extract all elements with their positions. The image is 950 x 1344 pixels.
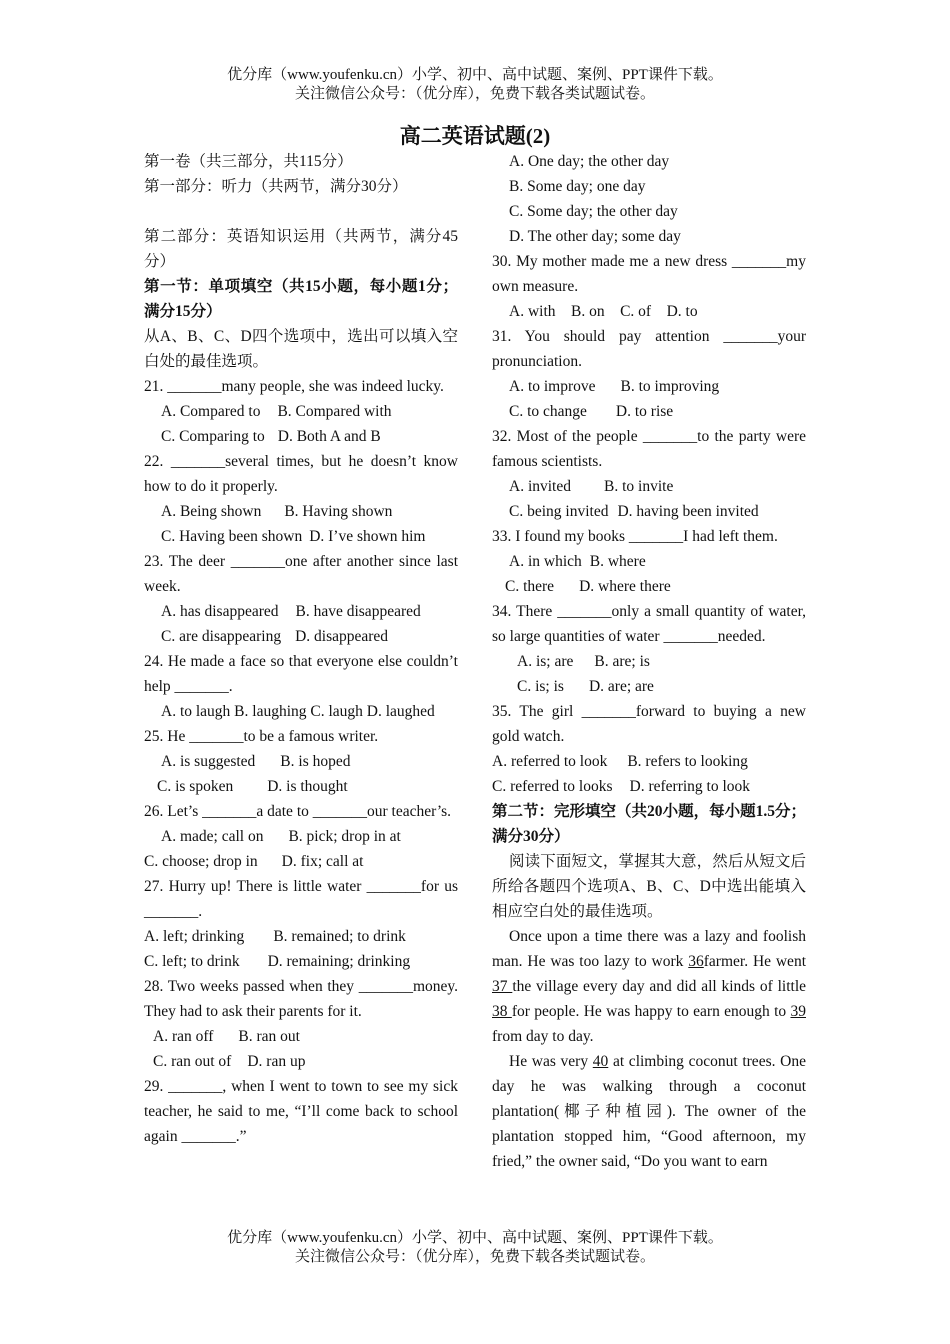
- option: C. referred to looks: [492, 778, 613, 795]
- section2-heading: 第二节：完形填空（共20小题，每小题1.5分；满分30分）: [492, 803, 806, 845]
- page-header: [0, 66, 950, 104]
- option: B. have disappeared: [295, 603, 421, 620]
- q25-options-cd: [144, 774, 458, 799]
- q22-options-cd: [144, 524, 458, 549]
- question-21: 21. _______many people, she was indeed lucky.: [144, 378, 444, 395]
- question-32: 32. Most of the people _______to the party were famous scientists.: [492, 428, 806, 470]
- option: C. left; to drink: [144, 953, 240, 970]
- blank-36: 36: [688, 953, 704, 970]
- left-column: [144, 149, 458, 1149]
- option: A. to improve: [509, 378, 596, 395]
- question-35: 35. The girl _______forward to buying a new gold watch.: [492, 703, 806, 745]
- option: A. referred to look: [492, 753, 608, 770]
- section1-instructions: 从A、B、C、D四个选项中，选出可以填入空白处的最佳选项。: [144, 328, 458, 370]
- option: C. being invited: [509, 503, 609, 520]
- question-25: 25. He _______to be a famous writer.: [144, 728, 379, 745]
- question-26: 26. Let’s _______a date to _______our teacher’s.: [144, 803, 452, 820]
- question-34: 34. There _______only a small quantity of water, so large quantities of water _______needed.: [492, 603, 806, 645]
- question-29: 29. _______, when I went to town to see my sick teacher, he said to me, “I’ll come back to school again _______.”: [144, 1078, 458, 1145]
- q28-options-cd: [144, 1049, 458, 1074]
- q23-options-ab: [144, 599, 458, 624]
- option: D. are; are: [588, 678, 654, 695]
- blank-39: 39: [790, 1003, 806, 1020]
- q34-options-ab: [492, 649, 806, 674]
- cloze-paragraph-1: Once upon a time there was a lazy and foolish man. He was too lazy to work 36farmer. He went 37 the village every day and did all kinds of little 38 for people. He was happy to earn enough to 39 from day to day.: [492, 928, 807, 1045]
- option: C. there: [505, 578, 555, 595]
- option: C. are disappearing: [161, 628, 282, 645]
- q30-options: A. with B. on C. of D. to: [509, 303, 698, 320]
- option: C. is; is: [517, 678, 564, 695]
- option: D. is thought: [267, 778, 348, 795]
- option: B. where: [589, 553, 646, 570]
- question-33: 33. I found my books _______I had left them.: [492, 528, 778, 545]
- option: D. having been invited: [617, 503, 759, 520]
- option: D. where there: [579, 578, 671, 595]
- volume-heading: 第一卷（共三部分，共115分）: [144, 153, 353, 170]
- option: D. Both A and B: [277, 428, 381, 445]
- q21-options-ab: [144, 399, 458, 424]
- option: D. to rise: [615, 403, 674, 420]
- q26-options-cd: [144, 849, 458, 874]
- option: C. ran out of: [153, 1053, 232, 1070]
- q31-options-ab: [492, 374, 806, 399]
- option: B. remained; to drink: [273, 928, 406, 945]
- q29-option-b: B. Some day; one day: [509, 178, 646, 195]
- q35-options-ab: [492, 749, 806, 774]
- q32-options-ab: [492, 474, 806, 499]
- q33-options-ab: [492, 549, 806, 574]
- question-23: 23. The deer _______one after another since last week.: [144, 553, 458, 595]
- option: C. choose; drop in: [144, 853, 258, 870]
- q35-options-cd: [492, 774, 806, 799]
- q34-options-cd: [492, 674, 806, 699]
- option: C. Comparing to: [161, 428, 265, 445]
- option: D. ran up: [247, 1053, 306, 1070]
- q31-options-cd: [492, 399, 806, 424]
- q29-option-d: D. The other day; some day: [509, 228, 681, 245]
- footer-line-1: 优分库（www.youfenku.cn）小学、初中、高中试题、案例、PPT课件下载。: [227, 1230, 723, 1246]
- question-24: 24. He made a face so that everyone else couldn’t help _______.: [144, 653, 458, 695]
- page-footer: [0, 1229, 950, 1267]
- q23-options-cd: [144, 624, 458, 649]
- option: A. Being shown: [161, 503, 262, 520]
- section1-heading: 第一节：单项填空（共15小题，每小题1分；满分15分）: [144, 278, 458, 320]
- option: B. Having shown: [284, 503, 393, 520]
- option: A. has disappeared: [161, 603, 279, 620]
- q24-options: A. to laugh B. laughing C. laugh D. laughed: [161, 703, 435, 720]
- option: D. I’ve shown him: [309, 528, 426, 545]
- part1-heading: 第一部分：听力（共两节，满分30分）: [144, 178, 408, 195]
- question-31: 31. You should pay attention _______your pronunciation.: [492, 328, 806, 370]
- blank-37: 37: [492, 978, 513, 995]
- question-27: 27. Hurry up! There is little water _______for us _______.: [144, 878, 458, 920]
- q27-options-cd: [144, 949, 458, 974]
- option: A. ran off: [153, 1028, 214, 1045]
- q32-options-cd: [492, 499, 806, 524]
- option: B. ran out: [238, 1028, 300, 1045]
- option: D. fix; call at: [281, 853, 364, 870]
- page-title: 高二英语试题(2): [399, 124, 551, 148]
- option: A. in which: [509, 553, 582, 570]
- option: C. Having been shown: [161, 528, 303, 545]
- question-30: 30. My mother made me a new dress _______my own measure.: [492, 253, 806, 295]
- option: C. to change: [509, 403, 587, 420]
- option: A. left; drinking: [144, 928, 245, 945]
- q29-option-a: A. One day; the other day: [509, 153, 670, 170]
- blank-40: 40: [592, 1053, 609, 1070]
- cloze-paragraph-2: He was very 40 at climbing coconut trees. One day he was walking through a coconut plantation(椰子种植园). The owner of the plantation stopped him, “Good afternoon, my fried,” the owner said, “Do you want to earn: [492, 1053, 806, 1170]
- part2-heading: 第二部分：英语知识运用（共两节，满分45分）: [144, 228, 458, 270]
- option: B. to invite: [604, 478, 674, 495]
- q25-options-ab: [144, 749, 458, 774]
- question-22: 22. _______several times, but he doesn’t know how to do it properly.: [144, 453, 458, 495]
- option: B. are; is: [594, 653, 650, 670]
- option: B. is hoped: [280, 753, 351, 770]
- q22-options-ab: [144, 499, 458, 524]
- q21-options-cd: [144, 424, 458, 449]
- footer-line-2: 关注微信公众号：（优分库），免费下载各类试题试卷。: [294, 1249, 655, 1265]
- option: A. Compared to: [161, 403, 261, 420]
- option: B. to improving: [620, 378, 720, 395]
- question-28: 28. Two weeks passed when they _______money. They had to ask their parents for it.: [144, 978, 458, 1020]
- right-column: [492, 149, 806, 1174]
- option: A. is; are: [517, 653, 574, 670]
- option: D. disappeared: [295, 628, 389, 645]
- option: D. referring to look: [629, 778, 751, 795]
- q26-options-ab: [144, 824, 458, 849]
- option: A. made; call on: [161, 828, 264, 845]
- option: A. invited: [509, 478, 571, 495]
- q28-options-ab: [144, 1024, 458, 1049]
- option: A. is suggested: [161, 753, 256, 770]
- q33-options-cd: [492, 574, 806, 599]
- blank-38: 38: [492, 1003, 512, 1020]
- header-line-2: 关注微信公众号：（优分库），免费下载各类试题试卷。: [294, 86, 655, 102]
- option: B. refers to looking: [627, 753, 748, 770]
- q27-options-ab: [144, 924, 458, 949]
- option: B. pick; drop in at: [288, 828, 401, 845]
- q29-option-c: C. Some day; the other day: [509, 203, 678, 220]
- section2-instructions: 阅读下面短文，掌握其大意，然后从短文后所给各题四个选项A、B、C、D中选出能填入相应空白处的最佳选项。: [492, 853, 806, 920]
- header-line-1: 优分库（www.youfenku.cn）小学、初中、高中试题、案例、PPT课件下载。: [227, 67, 723, 83]
- option: C. is spoken: [157, 778, 234, 795]
- option: B. Compared with: [277, 403, 392, 420]
- option: D. remaining; drinking: [267, 953, 411, 970]
